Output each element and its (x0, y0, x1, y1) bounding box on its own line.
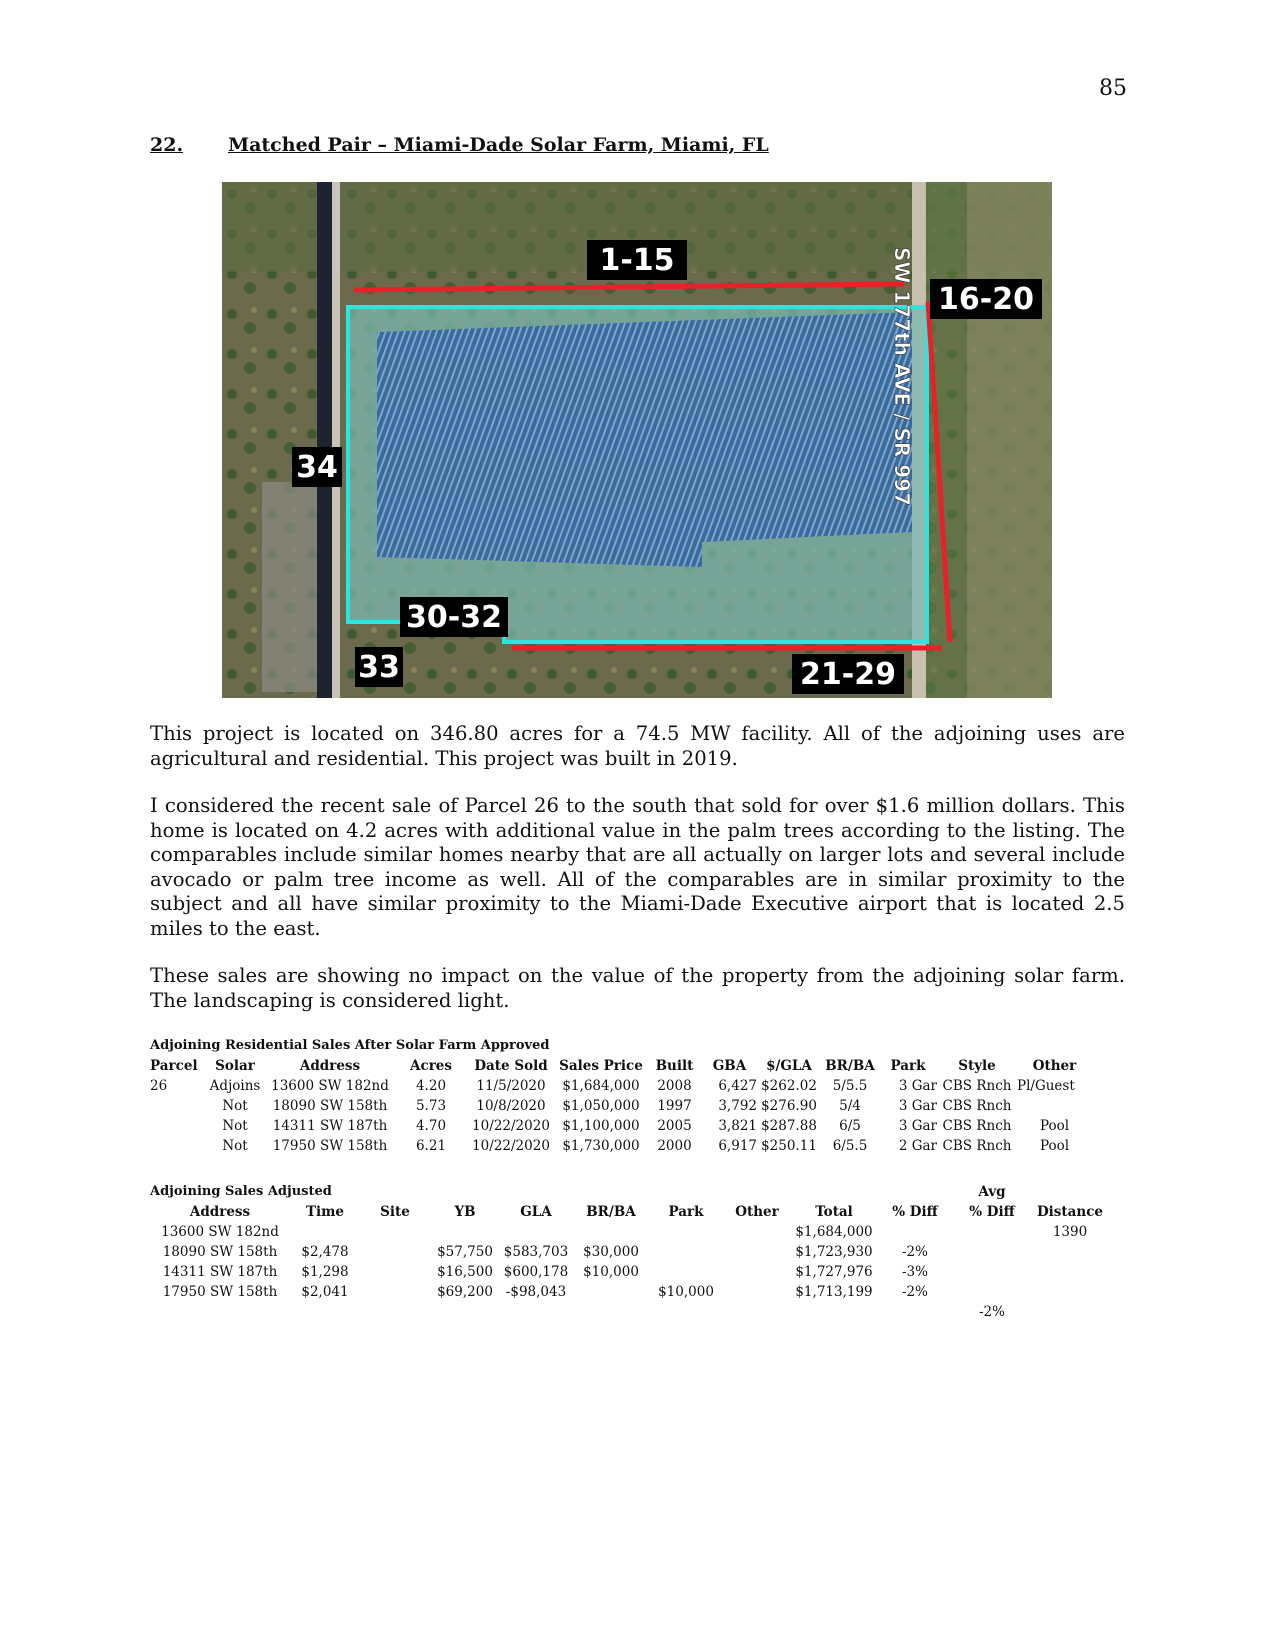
table-cell: 2000 (657, 1138, 692, 1154)
aerial-map-graphic (222, 182, 1052, 698)
sales-table-header (150, 1056, 1092, 1076)
header-cell: BR/BA (825, 1058, 875, 1074)
map-label-north (587, 240, 687, 280)
table-cell: 5/4 (839, 1098, 861, 1114)
table-cell: $10,000 (583, 1264, 639, 1280)
table-cell (954, 1222, 1030, 1242)
header-cell: Site (380, 1204, 410, 1220)
table-cell: $30,000 (583, 1244, 639, 1260)
header-cell: Total (815, 1204, 853, 1220)
table-cell (954, 1282, 1030, 1302)
table-cell: $1,727,976 (795, 1264, 873, 1280)
table-cell: 3,792 (718, 1098, 757, 1114)
paragraph-3: These sales are showing no impact on the value of the property from the adjoining solar farm. The landscaping is considered light. (150, 964, 1125, 1012)
table-cell (650, 1242, 722, 1262)
table-cell: -2% (979, 1304, 1005, 1320)
table-cell: 18090 SW 158th (162, 1244, 278, 1260)
table-cell (360, 1262, 430, 1282)
table-cell (150, 1096, 205, 1116)
header-cell: % Diff (969, 1204, 1015, 1220)
table-cell (430, 1222, 500, 1242)
table-cell: -2% (902, 1244, 928, 1260)
table-row (150, 1282, 1110, 1302)
table-cell: 13600 SW 182nd (271, 1078, 389, 1094)
table-cell (150, 1302, 290, 1322)
section-heading (150, 134, 769, 156)
table-cell: 10/22/2020 (472, 1138, 550, 1154)
header-cell: Style (958, 1058, 996, 1074)
header-cell: Acres (410, 1058, 452, 1074)
table-cell (150, 1116, 205, 1136)
table-row (150, 1222, 1110, 1242)
table-cell (150, 1136, 205, 1156)
table-cell: $2,478 (301, 1244, 349, 1260)
table-row (150, 1116, 1092, 1136)
table-cell: 3 Gar (898, 1098, 937, 1114)
table-row (150, 1096, 1092, 1116)
table-row (150, 1136, 1092, 1156)
table-cell (1030, 1242, 1110, 1262)
paragraph-1: This project is located on 346.80 acres for a 74.5 MW facility. All of the adjoining uses are agricultural and residential. This project was built in 2019. (150, 722, 1125, 770)
header-cell: YB (454, 1204, 476, 1220)
header-cell: Sales Price (559, 1058, 643, 1074)
header-cell: Address (299, 1058, 361, 1074)
table-cell: CBS Rnch (942, 1138, 1012, 1154)
adjusted-table-header (150, 1202, 1110, 1222)
table-cell: $69,200 (437, 1284, 493, 1300)
table-cell (954, 1262, 1030, 1282)
label-inset: 30-32 (406, 600, 502, 635)
table-cell (290, 1302, 360, 1322)
table-cell: 13600 SW 182nd (161, 1224, 279, 1240)
label-southwest: 33 (358, 650, 400, 685)
table-cell: Not (222, 1098, 248, 1114)
sales-table-title: Adjoining Residential Sales After Solar Farm Approved (150, 1038, 550, 1053)
table-cell: 1390 (1052, 1224, 1088, 1240)
table-cell: $10,000 (658, 1284, 714, 1300)
table-cell: 5/5.5 (832, 1078, 868, 1094)
table-cell (1030, 1302, 1110, 1322)
map-label-south (792, 654, 904, 694)
table-cell: $1,298 (301, 1264, 349, 1280)
table-cell (430, 1302, 500, 1322)
table-cell: $276.90 (761, 1098, 817, 1114)
table-cell (1017, 1096, 1092, 1116)
table-cell: $250.11 (761, 1138, 817, 1154)
map-label-west (292, 447, 342, 487)
table-cell: 26 (150, 1078, 168, 1094)
table-cell: 1997 (657, 1098, 692, 1114)
header-cell: Distance (1036, 1204, 1104, 1220)
paragraph-2: I considered the recent sale of Parcel 26 to the south that sold for over $1.6 million dollars. This home is located on 4.2 acres with additional value in the palm trees according to the listing. The comparables include similar homes nearby that are all actually on larger lots and several include avocado or palm tree income as well. All of the comparables are in similar proximity to the subject and all have similar proximity to the Miami-Dade Executive airport that is located 2.5 miles to the east. (150, 794, 1125, 940)
table-cell: $1,723,930 (795, 1244, 873, 1260)
table-cell (572, 1282, 650, 1302)
table-cell (500, 1222, 572, 1242)
table-row (150, 1302, 1110, 1322)
header-cell: Park (890, 1058, 926, 1074)
label-south: 21-29 (800, 657, 896, 692)
header-cell: Park (668, 1204, 704, 1220)
label-west: 34 (296, 450, 338, 485)
table-cell (360, 1222, 430, 1242)
table-cell (500, 1302, 572, 1322)
table-cell: $262.02 (761, 1078, 817, 1094)
table-cell: Adjoins (209, 1078, 261, 1094)
table-cell: 3 Gar (898, 1078, 937, 1094)
table-cell: 6.21 (415, 1138, 447, 1154)
table-cell: CBS Rnch (942, 1118, 1012, 1134)
table-cell (360, 1282, 430, 1302)
table-cell: 4.70 (415, 1118, 447, 1134)
table-cell: 3,821 (718, 1118, 757, 1134)
table-cell: Pl/Guest (1017, 1078, 1075, 1094)
header-cell: GLA (520, 1204, 552, 1220)
table-cell: 14311 SW 187th (272, 1118, 388, 1134)
table-cell (792, 1302, 876, 1322)
table-cell (572, 1302, 650, 1322)
header-cell: Other (735, 1204, 779, 1220)
table-cell: Pool (1039, 1138, 1070, 1154)
map-label-east (930, 279, 1042, 319)
table-cell: $1,684,000 (795, 1224, 873, 1240)
table-cell: Not (222, 1138, 248, 1154)
table-cell (876, 1302, 954, 1322)
map-label-southwest (355, 647, 403, 687)
table-cell: 14311 SW 187th (162, 1264, 278, 1280)
table-row (150, 1262, 1110, 1282)
header-cell: Address (189, 1204, 251, 1220)
header-cell: Other (1032, 1058, 1077, 1074)
table-cell (290, 1222, 360, 1242)
heading-title: Matched Pair – Miami-Dade Solar Farm, Miami, FL (228, 134, 769, 156)
header-cell: $/GLA (766, 1058, 812, 1074)
table-cell: 2 Gar (898, 1138, 937, 1154)
table-cell: $583,703 (503, 1244, 569, 1260)
table-cell (954, 1242, 1030, 1262)
table-cell: 6/5.5 (832, 1138, 868, 1154)
table-cell: $57,750 (437, 1244, 493, 1260)
aerial-map (222, 182, 1052, 698)
avg-label: Avg (978, 1184, 1006, 1200)
table-cell: $1,684,000 (562, 1078, 640, 1094)
adjusted-table (150, 1182, 1110, 1322)
table-cell: 11/5/2020 (476, 1078, 546, 1094)
adjusted-table-title: Adjoining Sales Adjusted (150, 1184, 332, 1199)
table-cell: $1,713,199 (795, 1284, 873, 1300)
table-cell (722, 1262, 792, 1282)
table-cell: -3% (902, 1264, 928, 1280)
table-cell: $1,050,000 (562, 1098, 640, 1114)
table-cell (722, 1282, 792, 1302)
page-number: 85 (1099, 76, 1127, 101)
table-cell (722, 1242, 792, 1262)
sales-table-section (150, 1036, 1130, 1156)
table-cell: 2008 (657, 1078, 692, 1094)
table-cell: $287.88 (761, 1118, 817, 1134)
table-cell: 17950 SW 158th (272, 1138, 388, 1154)
table-cell (572, 1222, 650, 1242)
adjusted-table-section (150, 1182, 1130, 1322)
table-cell (722, 1222, 792, 1242)
table-cell: 17950 SW 158th (162, 1284, 278, 1300)
table-cell: Pool (1039, 1118, 1070, 1134)
label-north: 1-15 (599, 243, 675, 278)
sales-table (150, 1056, 1092, 1156)
table-cell: 3 Gar (898, 1118, 937, 1134)
table-row (150, 1242, 1110, 1262)
table-cell: CBS Rnch (942, 1098, 1012, 1114)
header-cell: Parcel (150, 1058, 198, 1074)
table-cell: 6,917 (718, 1138, 757, 1154)
table-cell: -2% (902, 1284, 928, 1300)
table-cell (876, 1222, 954, 1242)
table-cell: 10/22/2020 (472, 1118, 550, 1134)
table-cell: 6/5 (839, 1118, 861, 1134)
label-east: 16-20 (938, 282, 1034, 317)
table-cell (650, 1222, 722, 1242)
table-cell: 2005 (657, 1118, 692, 1134)
label-road: SW 177th AVE / SR 997 (890, 247, 914, 506)
heading-number: 22. (150, 134, 184, 156)
header-cell: Time (305, 1204, 345, 1220)
table-cell: $16,500 (437, 1264, 493, 1280)
table-cell: 18090 SW 158th (272, 1098, 388, 1114)
table-cell: 10/8/2020 (476, 1098, 546, 1114)
map-label-inset (400, 597, 508, 637)
header-cell: Date Sold (474, 1058, 548, 1074)
table-cell: 4.20 (415, 1078, 447, 1094)
table-cell: -$98,043 (505, 1284, 567, 1300)
table-cell (650, 1262, 722, 1282)
header-cell: Solar (215, 1058, 255, 1074)
header-cell: Built (655, 1058, 694, 1074)
table-cell: $2,041 (301, 1284, 349, 1300)
table-row (150, 1076, 1092, 1096)
table-cell: $1,730,000 (562, 1138, 640, 1154)
table-cell: 6,427 (718, 1078, 757, 1094)
table-cell (360, 1302, 430, 1322)
table-cell: Not (222, 1118, 248, 1134)
adjusted-table-title-row (150, 1182, 1110, 1202)
table-cell: 5.73 (415, 1098, 447, 1114)
table-cell (650, 1302, 722, 1322)
header-cell: % Diff (892, 1204, 938, 1220)
table-cell (360, 1242, 430, 1262)
header-cell: BR/BA (586, 1204, 636, 1220)
table-cell (1030, 1262, 1110, 1282)
table-cell: $1,100,000 (562, 1118, 640, 1134)
table-cell (1030, 1282, 1110, 1302)
table-cell: $600,178 (503, 1264, 569, 1280)
header-cell: GBA (712, 1058, 747, 1074)
table-cell: CBS Rnch (942, 1078, 1012, 1094)
table-cell (722, 1302, 792, 1322)
